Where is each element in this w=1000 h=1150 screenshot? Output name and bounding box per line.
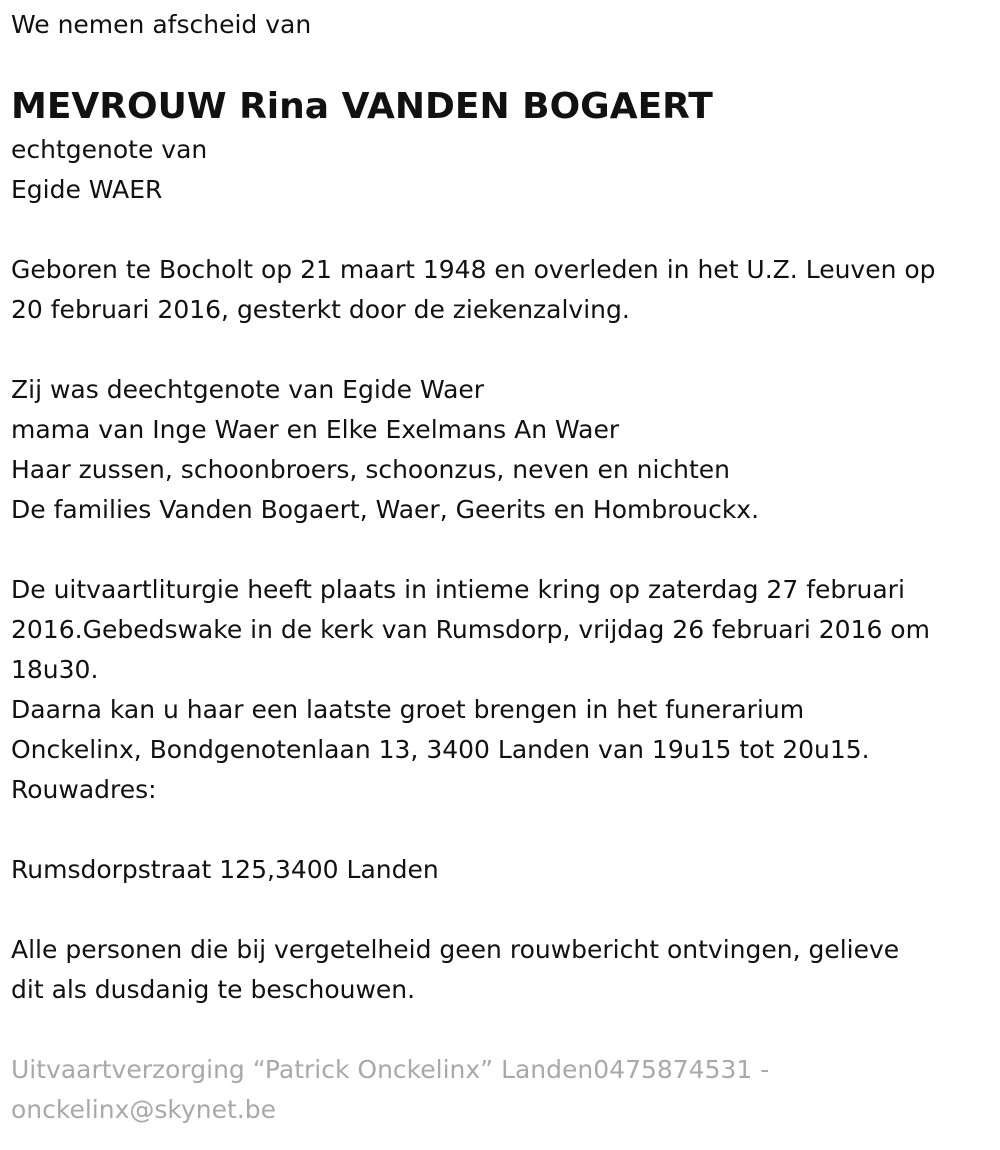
paragraph-line: De uitvaartliturgie heeft plaats in intieme kring op zaterdag 27 februari — [11, 575, 905, 604]
paragraph-line: Rouwadres: — [11, 775, 157, 804]
mourning-address: Rumsdorpstraat 125,3400 Landen — [11, 855, 439, 884]
paragraph-line: Alle personen die bij vergetelheid geen rouwbericht ontvingen, gelieve — [11, 935, 900, 964]
ceremony-paragraph — [11, 570, 1000, 810]
paragraph-line: Daarna kan u haar een laatste groet brengen in het funerarium — [11, 695, 805, 724]
paragraph-line: Geboren te Bocholt op 21 maart 1948 en overleden in het U.Z. Leuven op — [11, 255, 936, 284]
spouse-label: echtgenote van — [11, 135, 208, 164]
intro-text: We nemen afscheid van — [11, 10, 312, 39]
paragraph-line: De families Vanden Bogaert, Waer, Geerits en Hombrouckx. — [11, 495, 760, 524]
paragraph-line: Onckelinx, Bondgenotenlaan 13, 3400 Landen van 19u15 tot 20u15. — [11, 735, 870, 764]
deceased-name-title: MEVROUW Rina VANDEN BOGAERT — [11, 86, 713, 127]
spouse-name: Egide WAER — [11, 175, 163, 204]
paragraph-line: 18u30. — [11, 655, 99, 684]
notice-paragraph — [11, 930, 1000, 1010]
paragraph-line: Haar zussen, schoonbroers, schoonzus, neven en nichten — [11, 455, 731, 484]
paragraph-line: Zij was deechtgenote van Egide Waer — [11, 375, 485, 404]
funeral-home-footer — [11, 1050, 1000, 1130]
footer-email: onckelinx@skynet.be — [11, 1095, 277, 1124]
paragraph-line: dit als dusdanig te beschouwen. — [11, 975, 416, 1004]
footer-line: Uitvaartverzorging “Patrick Onckelinx” Landen0475874531 - — [11, 1055, 770, 1084]
family-paragraph — [11, 370, 1000, 530]
paragraph-line: mama van Inge Waer en Elke Exelmans An Waer — [11, 415, 620, 444]
birth-death-paragraph — [11, 250, 1000, 330]
paragraph-line: 2016.Gebedswake in de kerk van Rumsdorp, vrijdag 26 februari 2016 om — [11, 615, 930, 644]
paragraph-line: 20 februari 2016, gesterkt door de ziekenzalving. — [11, 295, 630, 324]
